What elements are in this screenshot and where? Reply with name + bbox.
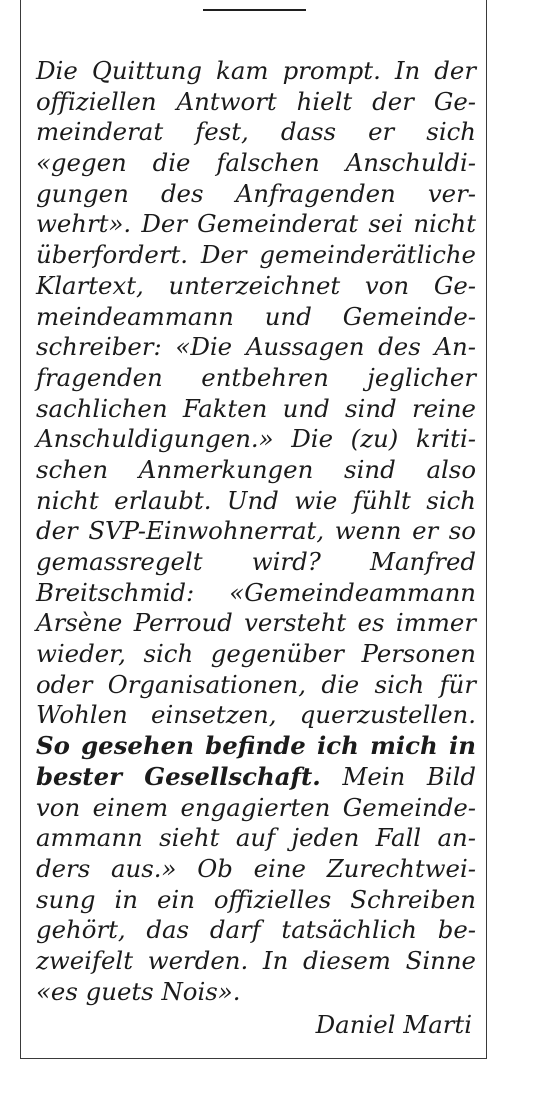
text-line [36, 762, 476, 793]
text-segment: «gegen die falschen Anschuldi- [36, 148, 476, 178]
article-body [36, 56, 476, 1007]
text-line [36, 608, 476, 639]
text-line [36, 516, 476, 547]
text-segment: Klartext, unterzeichnet von Ge- [36, 270, 476, 300]
text-segment: fragenden entbehren jeglicher [36, 362, 476, 392]
text-line [36, 854, 476, 885]
text-line [36, 700, 476, 731]
text-line [36, 209, 476, 240]
text-segment: Anschuldigungen.» Die (zu) kriti- [36, 424, 476, 454]
text-line [36, 731, 476, 762]
text-line [36, 793, 476, 824]
text-line [36, 670, 476, 701]
text-line [36, 394, 476, 425]
text-segment: Arsène Perroud versteht es immer [36, 608, 476, 638]
text-segment: sachlichen Fakten und sind reine [36, 393, 476, 423]
bold-text-segment: bester Gesellschaft. [36, 761, 321, 791]
text-line [36, 56, 476, 87]
text-line [36, 977, 476, 1008]
text-segment: «es guets Nois». [36, 976, 241, 1006]
text-line [36, 486, 476, 517]
text-segment: von einem engagierten Gemeinde- [36, 792, 476, 822]
text-line [36, 823, 476, 854]
text-segment: zweifelt werden. In diesem Sinne [36, 945, 476, 975]
text-line [36, 455, 476, 486]
text-segment: Breitschmid: «Gemeindeammann [36, 577, 476, 607]
text-segment: gungen des Anfragenden ver- [36, 178, 476, 208]
text-line [36, 240, 476, 271]
bold-text-segment: So gesehen befinde ich mich in [36, 731, 476, 761]
text-line [36, 547, 476, 578]
text-line [36, 87, 476, 118]
text-segment: sung in ein offizielles Schreiben [36, 884, 476, 914]
text-segment: Mein Bild [320, 761, 476, 791]
text-line [36, 302, 476, 333]
text-segment: ammann sieht auf jeden Fall an- [36, 823, 476, 853]
text-line [36, 363, 476, 394]
text-line [36, 117, 476, 148]
text-line [36, 578, 476, 609]
top-divider-rule [203, 9, 306, 11]
text-segment: schen Anmerkungen sind also [36, 454, 476, 484]
text-segment: ders aus.» Ob eine Zurechtwei- [36, 853, 476, 883]
text-line [36, 946, 476, 977]
text-segment: wieder, sich gegenüber Personen [36, 639, 476, 669]
text-line [36, 885, 476, 916]
text-line [36, 639, 476, 670]
author-signature: Daniel Marti [315, 1010, 472, 1039]
text-segment: oder Organisationen, die sich für [36, 669, 476, 699]
text-segment: Die Quittung kam prompt. In der [36, 56, 476, 85]
text-segment: wehrt». Der Gemeinderat sei nicht [36, 209, 476, 239]
text-segment: meindeammann und Gemeinde- [36, 301, 476, 331]
text-segment: der SVP-Einwohnerrat, wenn er so [36, 516, 476, 546]
text-line [36, 915, 476, 946]
text-segment: überfordert. Der gemeinderätliche [36, 240, 476, 270]
text-segment: gehört, das darf tatsächlich be- [36, 915, 476, 945]
text-segment: Wohlen einsetzen, querzustellen. [36, 700, 476, 730]
text-line [36, 179, 476, 210]
text-segment: nicht erlaubt. Und wie fühlt sich [36, 485, 476, 515]
text-segment: schreiber: «Die Aussagen des An- [36, 332, 476, 362]
text-line [36, 332, 476, 363]
text-line [36, 271, 476, 302]
text-segment: offiziellen Antwort hielt der Ge- [36, 86, 476, 116]
text-line [36, 148, 476, 179]
text-segment: meinderat fest, dass er sich [36, 117, 476, 147]
text-line [36, 424, 476, 455]
text-segment: gemassregelt wird? Manfred [36, 547, 476, 576]
